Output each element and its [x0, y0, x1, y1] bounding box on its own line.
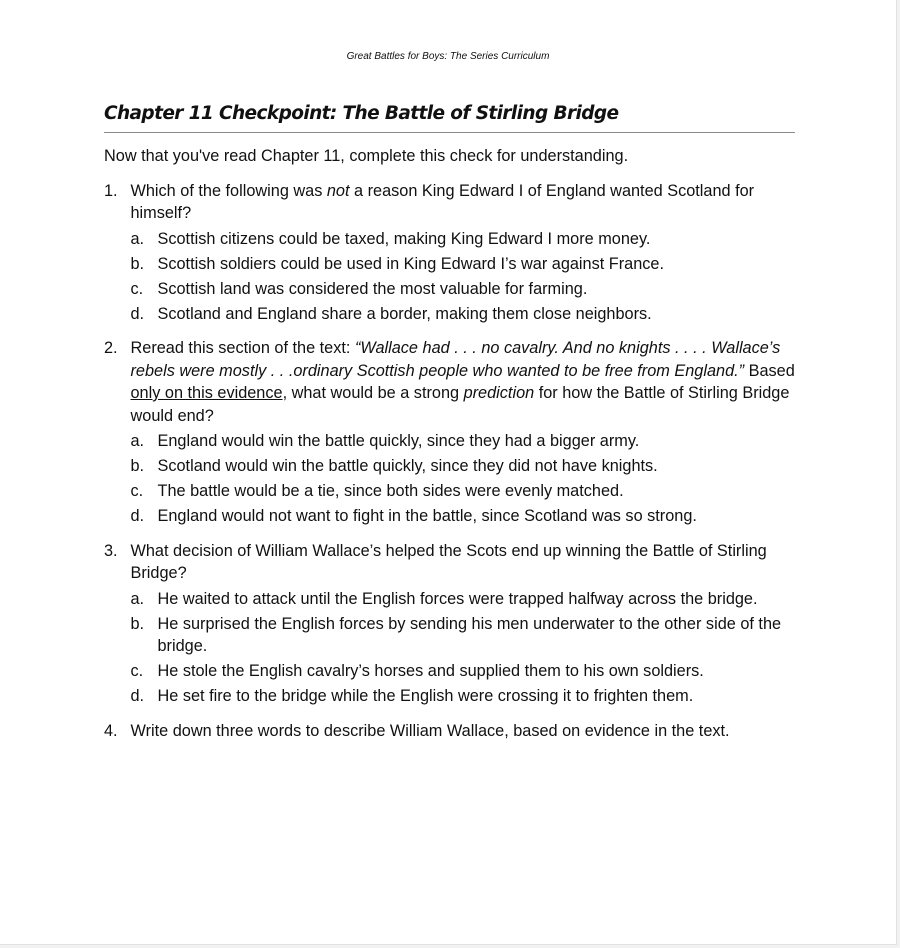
option-text: Scottish land was considered the most valuable for farming.: [157, 279, 588, 298]
option-letter: b.: [130, 457, 145, 475]
answer-option-a: [131, 228, 797, 251]
option-text: The battle would be a tie, since both sides were evenly matched.: [157, 482, 624, 500]
answer-option-c: [131, 278, 797, 301]
option-text: England would win the battle quickly, since they had a bigger army.: [157, 432, 640, 450]
option-letter: c.: [130, 279, 144, 298]
answer-option-c: [131, 660, 797, 683]
question-number: 2.: [104, 339, 118, 357]
answer-option-d: [131, 685, 797, 708]
prompt-text: Based: [744, 361, 795, 380]
answer-options: [131, 588, 797, 708]
question-number: 4.: [104, 721, 118, 740]
option-text: Scottish soldiers could be used in King Edward I’s war against France.: [157, 254, 664, 273]
running-header: Great Battles for Boys: The Series Curriculum: [346, 51, 550, 62]
option-letter: a.: [130, 432, 145, 450]
quoted-passage: “Wallace had . . . no cavalry. And no knights . . . . Wallace’s rebels were mostly . . .ordinary Scottish people who wanted to be free from England.”: [130, 339, 781, 380]
question-4: [104, 720, 796, 743]
question-2: [104, 337, 796, 528]
option-letter: a.: [130, 229, 145, 248]
question-list: [104, 180, 796, 743]
answer-option-c: [131, 480, 797, 503]
worksheet-body: [104, 145, 796, 754]
prompt-underlined: only on this evidence: [130, 384, 283, 402]
question-3: [104, 540, 796, 708]
answer-options: [131, 228, 797, 326]
answer-option-b: [131, 253, 797, 276]
option-letter: d.: [130, 507, 145, 525]
option-letter: c.: [130, 482, 144, 500]
question-number: 1.: [104, 181, 118, 200]
option-text: He set fire to the bridge while the English were crossing it to frighten them.: [157, 687, 694, 705]
option-letter: b.: [130, 614, 145, 633]
question-1: [104, 180, 796, 326]
prompt-text: Reread this section of the text:: [130, 339, 355, 357]
chapter-title: Chapter 11 Checkpoint: The Battle of Stirling Bridge: [104, 103, 795, 133]
option-text: Scottish citizens could be taxed, making King Edward I more money.: [157, 229, 651, 248]
option-text: Scotland and England share a border, making them close neighbors.: [157, 304, 652, 323]
option-text: He stole the English cavalry’s horses and supplied them to his own soldiers.: [157, 662, 704, 680]
prompt-text: for how the Battle of Stirling Bridge would end?: [130, 384, 790, 425]
prompt-text: Which of the following was: [130, 181, 327, 200]
prompt-text: a reason King Edward I of England wanted Scotland for himself?: [130, 181, 755, 222]
option-letter: c.: [130, 662, 144, 680]
option-text: Scotland would win the battle quickly, since they did not have knights.: [157, 457, 658, 475]
option-letter: d.: [130, 687, 145, 705]
intro-text: Now that you've read Chapter 11, complete this check for understanding.: [104, 147, 629, 165]
question-number: 3.: [104, 541, 118, 560]
option-text: England would not want to fight in the battle, since Scotland was so strong.: [157, 507, 697, 525]
answer-option-b: [131, 613, 797, 658]
answer-option-d: [131, 505, 797, 528]
answer-option-b: [131, 455, 797, 478]
prompt-emphasis: prediction: [463, 384, 535, 402]
answer-option-a: [131, 588, 797, 611]
option-letter: b.: [130, 254, 145, 273]
option-text: He surprised the English forces by sending his men underwater to the other side of the bridge.: [157, 614, 782, 655]
answer-option-a: [131, 430, 797, 453]
prompt-text: , what would be a strong: [282, 384, 464, 402]
prompt-emphasis: not: [326, 181, 350, 200]
question-prompt: [131, 339, 795, 425]
option-letter: a.: [130, 589, 145, 608]
answer-option-d: [131, 303, 797, 326]
answer-options: [131, 430, 797, 528]
option-letter: d.: [130, 304, 145, 323]
option-text: He waited to attack until the English forces were trapped halfway across the bridge.: [157, 589, 758, 608]
question-prompt: What decision of William Wallace’s helped the Scots end up winning the Battle of Stirling Bridge?: [130, 541, 767, 582]
question-prompt: Write down three words to describe William Wallace, based on evidence in the text.: [130, 721, 730, 740]
question-prompt: [131, 182, 755, 223]
